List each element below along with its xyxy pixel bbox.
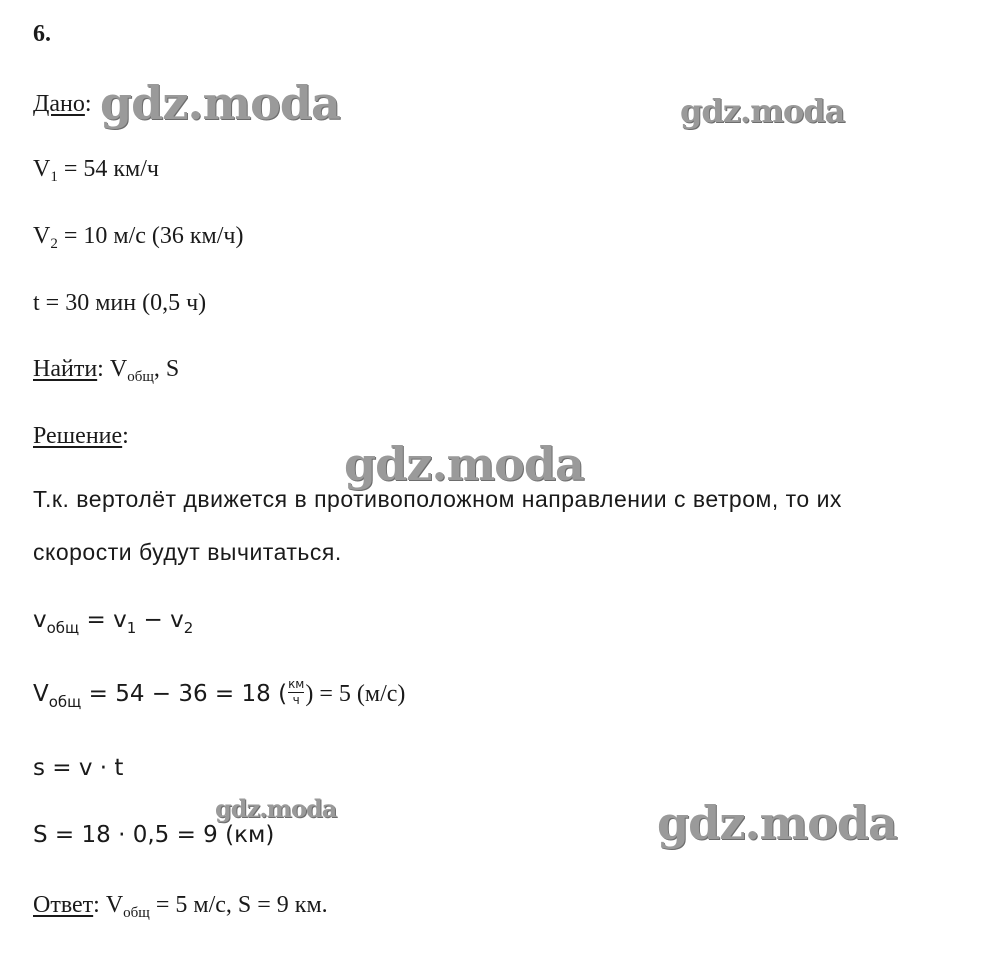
eq2-lhs-sub: общ	[48, 693, 82, 712]
v1-value: = 54 км/ч	[57, 156, 159, 182]
colon: :	[93, 892, 106, 918]
solution-label: Решение	[33, 423, 123, 449]
v2-subscript: 2	[50, 236, 58, 252]
equation-3: s = v · t	[33, 755, 124, 781]
task-number: 6.	[33, 21, 51, 47]
find-line	[33, 357, 179, 385]
eq1-lhs: v	[33, 607, 47, 633]
eq1-minus: − v	[136, 607, 184, 633]
eq2-fraction	[288, 678, 304, 707]
find-label: Найти	[33, 356, 98, 382]
solution-heading	[33, 424, 129, 448]
answer-subscript: общ	[123, 905, 150, 921]
eq1-mid: = v	[79, 607, 127, 633]
colon: :	[122, 423, 129, 449]
given-v1	[33, 157, 159, 185]
eq1-sub2: 2	[183, 619, 194, 637]
colon: :	[84, 91, 92, 117]
answer-symbol: V	[105, 892, 124, 918]
watermark: gdz.moda	[100, 76, 340, 130]
equation-1	[33, 609, 193, 636]
find-symbol: V	[109, 356, 128, 382]
watermark: gdz.moda	[657, 796, 897, 850]
v2-symbol: V	[33, 223, 51, 249]
watermark: gdz.moda	[680, 92, 845, 130]
solution-text-line2: скорости будут вычитаться.	[33, 539, 342, 565]
answer-rest: = 5 м/с, S = 9 км.	[149, 892, 328, 918]
find-rest: , S	[153, 356, 180, 382]
answer-line	[33, 893, 328, 921]
given-heading	[33, 92, 92, 116]
eq2-lhs: V	[33, 681, 49, 708]
given-v2	[33, 224, 243, 252]
v2-value: = 10 м/с (36 км/ч)	[57, 223, 244, 249]
eq1-sub1: 1	[126, 619, 137, 637]
equation-2	[33, 677, 406, 712]
given-label: Дано	[33, 91, 85, 117]
eq2-expr: = 54 − 36 = 18 (	[81, 681, 288, 708]
watermark: gdz.moda	[215, 794, 337, 823]
v1-symbol: V	[33, 156, 51, 182]
watermark: gdz.moda	[344, 437, 584, 491]
eq1-lhs-sub: общ	[46, 619, 80, 637]
answer-label: Ответ	[33, 892, 94, 918]
equation-4: S = 18 · 0,5 = 9 (км)	[33, 822, 275, 848]
eq2-frac-num: км	[288, 677, 305, 691]
given-t: t = 30 мин (0,5 ч)	[33, 290, 207, 316]
v1-subscript: 1	[50, 169, 58, 185]
colon: :	[97, 356, 110, 382]
eq2-frac-den: ч	[292, 693, 300, 708]
eq2-tail: ) = 5 (м/с)	[305, 681, 406, 708]
solution-text-line1: Т.к. вертолёт движется в противоположном направлении с ветром, то их	[33, 486, 842, 512]
find-subscript: общ	[127, 369, 154, 385]
